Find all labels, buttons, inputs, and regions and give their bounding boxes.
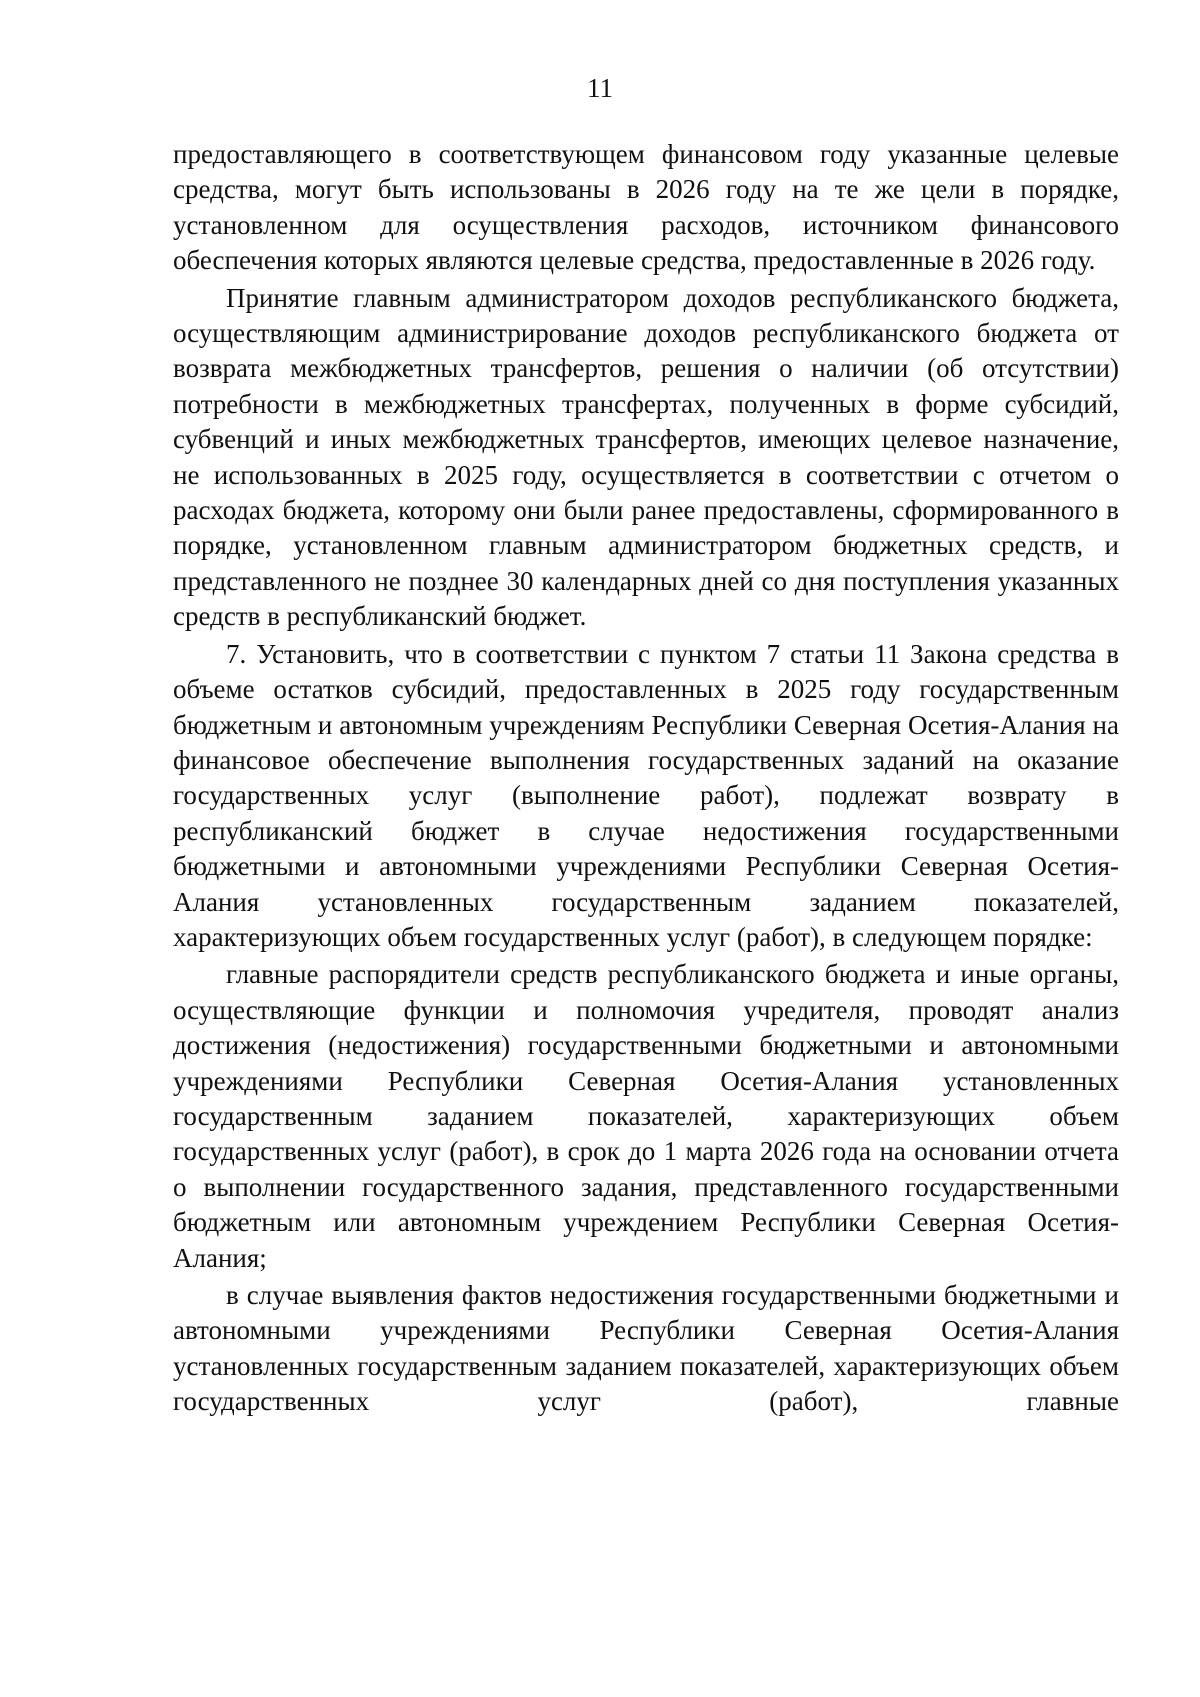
document-body (173, 137, 1119, 1420)
paragraph-chief-managers-analysis: главные распорядители средств республиканского бюджета и иные органы, осуществляющие функции и полномочия учредителя, проводят анализ достижения (недостижения) государственными бюджетными и автономными учреждениями Республики Северная Осетия-Алания установленных государственным заданием показателей, характеризующих объем государственных услуг (работ), в срок до 1 марта 2026 года на основании отчета о выполнении государственного задания, представленного государственными бюджетным или автономным учреждением Республики Северная Осетия-Алания; (173, 959, 1119, 1273)
paragraph-continuation: предоставляющего в соответствующем финансовом году указанные целевые средства, могут быть использованы в 2026 году на те же цели в порядке, установленном для осуществления расходов, источником финансового обеспечения которых являются целевые средства, предоставленные в 2026 году. (173, 139, 1119, 276)
paragraph-revenue-administrator: Принятие главным администратором доходов республиканского бюджета, осуществляющим администрирование доходов республиканского бюджета от возврата межбюджетных трансфертов, решения о наличии (об отсутствии) потребности в межбюджетных трансфертах, полученных в форме субсидий, субвенций и иных межбюджетных трансфертов, имеющих целевое назначение, не использованных в 2025 году, осуществляется в соответствии с отчетом о расходах бюджета, которому они были ранее предоставлены, сформированного в порядке, установленном главным администратором бюджетных средств, и представленного не позднее 30 календарных дней со дня поступления указанных средств в республиканский бюджет. (173, 282, 1119, 632)
page-number: 11 (587, 73, 613, 103)
paragraph-item-7: 7. Установить, что в соответствии с пунктом 7 статьи 11 Закона средства в объеме остатков субсидий, предоставленных в 2025 году государственным бюджетным и автономным учреждениям Республики Северная Осетия-Алания на финансовое обеспечение выполнения государственных заданий на оказание государственных услуг (выполнение работ), подлежат возврату в республиканский бюджет в случае недостижения государственными бюджетными и автономными учреждениями Республики Северная Осетия-Алания установленных государственным заданием показателей, характеризующих объем государственных услуг (работ), в следующем порядке: (173, 638, 1119, 952)
paragraph-non-achievement-case: в случае выявления фактов недостижения государственными бюджетными и автономными учреждениями Республики Северная Осетия-Алания установленных государственным заданием показателей, характеризующих объем государственных услуг (работ), главные (173, 1280, 1119, 1417)
